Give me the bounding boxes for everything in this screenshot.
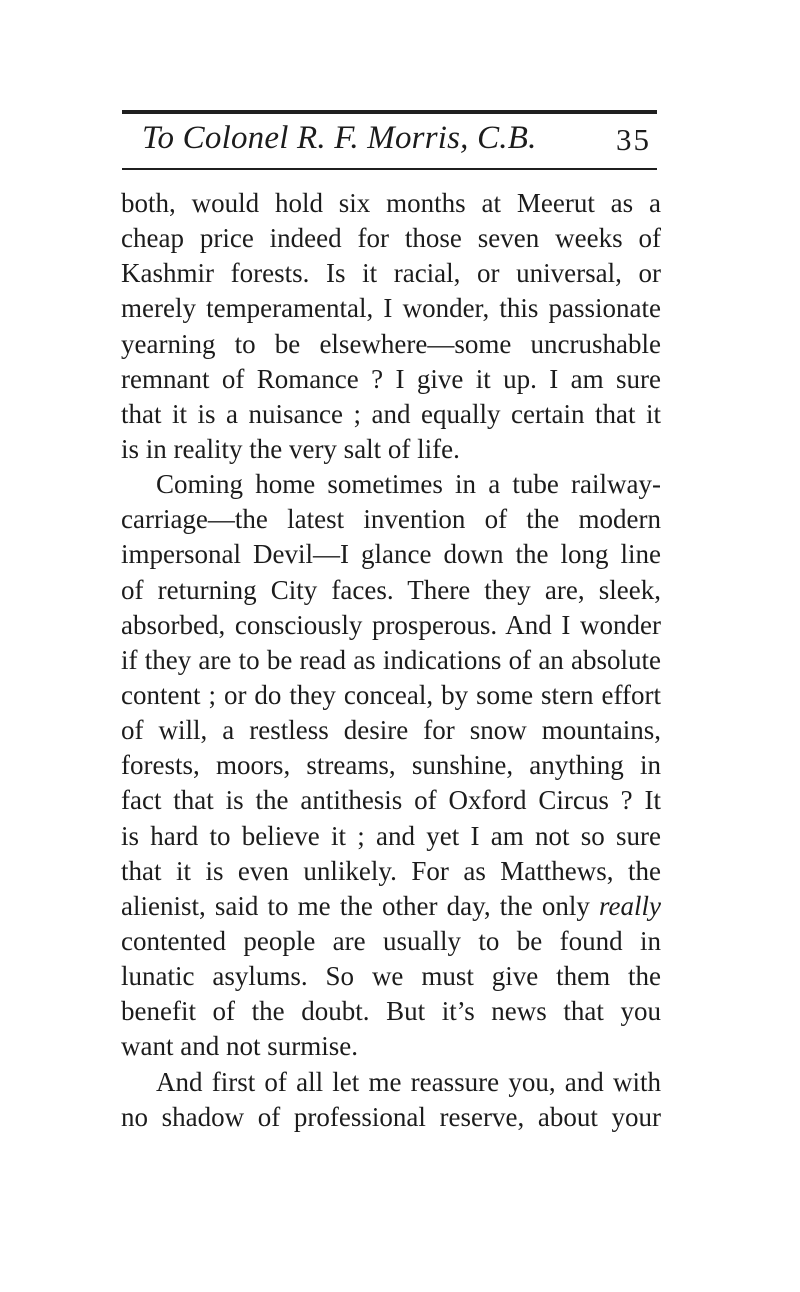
text-line: content ; or do they conceal, by some stern effort [121, 679, 661, 710]
running-title: To Colonel R. F. Morris, C.B. [142, 120, 537, 156]
text-segment: alienist, said to me the other day, the only [121, 890, 590, 921]
text-line: yearning to be elsewhere—some uncrushable [121, 328, 661, 359]
text-line: of will, a restless desire for snow mountains, [121, 715, 661, 746]
text-line: that it is even unlikely. For as Matthews, the [121, 855, 661, 886]
text-line: impersonal Devil—I glance down the long line [121, 539, 661, 570]
header-bottom-rule [122, 168, 657, 170]
text-line-with-emphasis [121, 889, 661, 924]
text-line: lunatic asylums. So we must give them the [121, 961, 661, 992]
text-line: contented people are usually to be found in [121, 925, 661, 956]
header-top-rule [122, 110, 657, 114]
running-head [122, 118, 657, 164]
text-line: merely temperamental, I wonder, this passionate [121, 293, 661, 324]
text-line: fact that is the antithesis of Oxford Circus ? It [121, 785, 661, 816]
page-number: 35 [616, 122, 651, 157]
italic-emphasis: really [599, 890, 662, 921]
text-line: that it is a nuisance ; and equally certain that it [121, 398, 661, 429]
text-line: both, would hold six months at Meerut as a [121, 188, 661, 218]
text-line: is hard to believe it ; and yet I am not so sure [121, 820, 661, 851]
text-line: forests, moors, streams, sunshine, anything in [121, 750, 661, 781]
text-line: cheap price indeed for those seven weeks of [121, 223, 661, 254]
text-line: remnant of Romance ? I give it up. I am sure [121, 363, 661, 394]
text-line: carriage—the latest invention of the modern [121, 504, 661, 535]
text-line: if they are to be read as indications of an absolute [121, 644, 661, 675]
text-line: absorbed, consciously prosperous. And I wonder [121, 609, 661, 640]
paragraph-end-line: want and not surmise. [121, 1031, 358, 1062]
text-line: Kashmir forests. Is it racial, or universal, or [121, 258, 661, 289]
text-line: benefit of the doubt. But it’s news that you [121, 996, 661, 1027]
paragraph-start-line: Coming home sometimes in a tube railway- [156, 469, 661, 500]
text-line: no shadow of professional reserve, about your [121, 1101, 661, 1132]
text-line: of returning City faces. There they are, sleek, [121, 574, 661, 605]
paragraph-end-line: is in reality the very salt of life. [121, 433, 460, 464]
body-text [121, 186, 661, 1135]
paragraph-start-line: And first of all let me reassure you, and with [156, 1066, 661, 1097]
